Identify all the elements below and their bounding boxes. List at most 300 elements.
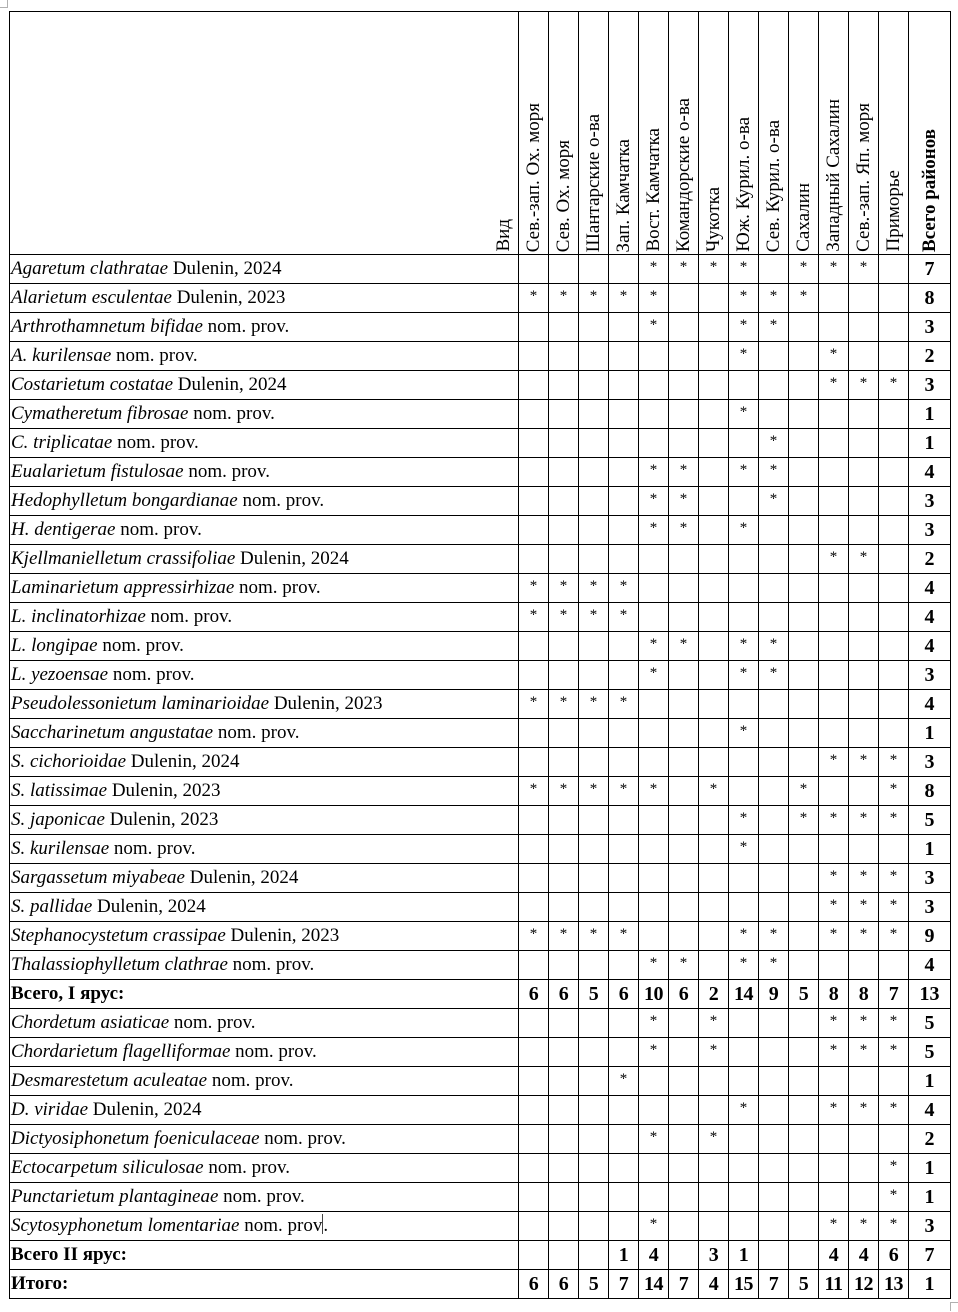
empty-cell [699,400,729,429]
empty-cell [549,313,579,342]
empty-cell [609,400,639,429]
presence-mark-cell: * [639,1038,669,1067]
empty-cell [699,1067,729,1096]
empty-cell [579,632,609,661]
table-body [10,255,951,1299]
presence-mark-cell: * [759,284,789,313]
total-regions-cell: 1 [909,1183,951,1212]
empty-cell [819,1154,849,1183]
empty-cell [759,603,789,632]
summary-label: Итого: [10,1270,519,1299]
region-count-cell: 5 [789,1270,819,1299]
total-regions-cell: 1 [909,719,951,748]
species-latin-name: C. triplicatae [11,432,113,453]
header-region [699,12,729,255]
empty-cell [669,1125,699,1154]
empty-cell [609,1183,639,1212]
empty-cell [699,342,729,371]
header-region-label: Сахалин [792,183,814,252]
species-author: nom. prov. [120,519,202,540]
empty-cell [609,951,639,980]
total-regions-cell: 13 [909,980,951,1009]
total-regions-cell: 3 [909,893,951,922]
empty-cell [519,429,549,458]
empty-cell [789,313,819,342]
region-count-cell: 14 [729,980,759,1009]
presence-mark-cell: * [609,690,639,719]
species-name-cell [10,545,519,574]
empty-cell [549,429,579,458]
empty-cell [579,835,609,864]
empty-cell [879,400,909,429]
empty-cell [579,661,609,690]
empty-cell [669,1154,699,1183]
empty-cell [879,574,909,603]
empty-cell [639,371,669,400]
species-name-cell [10,690,519,719]
empty-cell [729,429,759,458]
region-count-cell: 3 [699,1241,729,1270]
presence-mark-cell: * [579,777,609,806]
empty-cell [549,806,579,835]
empty-cell [699,1212,729,1241]
presence-mark-cell: * [579,922,609,951]
species-author: nom. prov. [244,1215,329,1236]
presence-mark-cell: * [699,1125,729,1154]
empty-cell [759,255,789,284]
region-count-cell: 12 [849,1270,879,1299]
empty-cell [759,342,789,371]
empty-cell [699,806,729,835]
species-author: Dulenin, 2023 [111,780,221,801]
summary-label: Всего, I ярус: [10,980,519,1009]
empty-cell [819,690,849,719]
empty-cell [699,922,729,951]
empty-cell [579,516,609,545]
empty-cell [639,864,669,893]
total-regions-cell: 2 [909,342,951,371]
presence-mark-cell: * [579,574,609,603]
header-region-label: Сев.-зап. Яп. моря [852,103,874,252]
species-name-cell [10,632,519,661]
empty-cell [789,516,819,545]
empty-cell [879,835,909,864]
header-region-label: Вост. Камчатка [642,128,664,252]
species-latin-name: Sargassetum miyabeae [11,867,185,888]
empty-cell [549,748,579,777]
table-row [10,748,951,777]
empty-cell [579,1009,609,1038]
species-author: Dulenin, 2023 [109,809,219,830]
empty-cell [609,1038,639,1067]
presence-mark-cell: * [669,487,699,516]
empty-cell [729,690,759,719]
empty-cell [609,1125,639,1154]
region-count-cell: 15 [729,1270,759,1299]
empty-cell [669,603,699,632]
header-region-label: Сев.-зап. Ох. моря [522,102,544,252]
species-distribution-table [9,11,951,1299]
empty-cell [519,342,549,371]
empty-cell [879,429,909,458]
presence-mark-cell: * [789,806,819,835]
empty-cell [849,1067,879,1096]
empty-cell [789,719,819,748]
empty-cell [849,516,879,545]
species-author: nom. prov. [239,577,321,598]
presence-mark-cell: * [849,893,879,922]
table-row [10,342,951,371]
species-name-cell [10,313,519,342]
empty-cell [549,632,579,661]
empty-cell [519,1009,549,1038]
empty-cell [819,516,849,545]
empty-cell [519,661,549,690]
species-name-cell [10,342,519,371]
empty-cell [729,864,759,893]
species-name-cell [10,835,519,864]
species-author: nom. prov. [235,1041,317,1062]
presence-mark-cell: * [639,1125,669,1154]
empty-cell [759,545,789,574]
empty-cell [519,1125,549,1154]
header-region [849,12,879,255]
region-count-cell [789,1241,819,1270]
empty-cell [759,574,789,603]
species-name-cell [10,1009,519,1038]
empty-cell [789,1183,819,1212]
table-row [10,487,951,516]
table-row [10,1038,951,1067]
presence-mark-cell: * [819,255,849,284]
species-author: nom. prov. [150,606,233,627]
species-latin-name: L. inclinatorhizae [11,606,146,627]
empty-cell [519,371,549,400]
empty-cell [579,342,609,371]
empty-cell [549,835,579,864]
total-regions-cell: 4 [909,632,951,661]
empty-cell [579,806,609,835]
table-row [10,458,951,487]
region-count-cell: 7 [759,1270,789,1299]
empty-cell [699,545,729,574]
region-count-cell: 10 [639,980,669,1009]
total-regions-cell: 4 [909,951,951,980]
header-region [579,12,609,255]
empty-cell [699,371,729,400]
empty-cell [669,661,699,690]
empty-cell [609,864,639,893]
empty-cell [609,1154,639,1183]
table-header-row [10,12,951,255]
empty-cell [849,661,879,690]
empty-cell [699,864,729,893]
presence-mark-cell: * [519,603,549,632]
presence-mark-cell: * [819,748,849,777]
empty-cell [579,893,609,922]
species-name-cell [10,777,519,806]
empty-cell [849,458,879,487]
presence-mark-cell: * [729,1096,759,1125]
empty-cell [609,545,639,574]
empty-cell [789,632,819,661]
total-regions-cell: 5 [909,1038,951,1067]
species-name-cell [10,487,519,516]
presence-mark-cell: * [609,603,639,632]
species-author: Dulenin, 2024 [172,258,282,279]
region-count-cell: 6 [609,980,639,1009]
empty-cell [879,1125,909,1154]
species-author: Dulenin, 2024 [177,374,287,395]
empty-cell [729,777,759,806]
presence-mark-cell: * [879,1212,909,1241]
species-author: nom. prov. [264,1128,346,1149]
header-region-label: Чукотка [702,186,724,252]
total-regions-cell: 4 [909,458,951,487]
presence-mark-cell: * [729,255,759,284]
table-row [10,574,951,603]
presence-mark-cell: * [639,951,669,980]
species-author: Dulenin, 2024 [92,1099,202,1120]
empty-cell [789,951,819,980]
table-row [10,516,951,545]
empty-cell [789,342,819,371]
species-name-cell [10,603,519,632]
presence-mark-cell: * [609,574,639,603]
region-count-cell: 2 [699,980,729,1009]
presence-mark-cell: * [699,1009,729,1038]
empty-cell [519,400,549,429]
empty-cell [519,1183,549,1212]
species-latin-name: Ectocarpetum siliculosae [11,1157,204,1178]
table-row [10,690,951,719]
empty-cell [849,1125,879,1154]
species-name-cell [10,574,519,603]
total-regions-cell: 3 [909,1212,951,1241]
species-author: nom. prov. [102,635,184,656]
region-count-cell: 9 [759,980,789,1009]
empty-cell [519,516,549,545]
region-count-cell: 7 [879,980,909,1009]
region-count-cell: 6 [519,1270,549,1299]
summary-label: Всего II ярус: [10,1241,519,1270]
empty-cell [549,661,579,690]
header-region [879,12,909,255]
presence-mark-cell: * [879,1038,909,1067]
empty-cell [819,574,849,603]
presence-mark-cell: * [579,284,609,313]
presence-mark-cell: * [729,458,759,487]
species-author: nom. prov. [116,345,198,366]
presence-mark-cell: * [729,719,759,748]
summary-row [10,1241,951,1270]
species-name-cell [10,371,519,400]
table-row [10,313,951,342]
empty-cell [789,371,819,400]
species-author: Dulenin, 2024 [130,751,240,772]
table-row [10,400,951,429]
empty-cell [549,893,579,922]
region-count-cell: 4 [849,1241,879,1270]
empty-cell [639,748,669,777]
species-name-cell [10,951,519,980]
presence-mark-cell: * [879,1009,909,1038]
empty-cell [609,429,639,458]
empty-cell [549,342,579,371]
empty-cell [669,1096,699,1125]
presence-mark-cell: * [849,255,879,284]
species-latin-name: Dictyosiphonetum foeniculaceae [11,1128,260,1149]
header-region-label: Зап. Камчатка [612,138,634,252]
empty-cell [579,255,609,284]
species-latin-name: D. viridae [11,1099,89,1120]
empty-cell [819,835,849,864]
region-count-cell: 5 [789,980,819,1009]
region-count-cell: 1 [609,1241,639,1270]
presence-mark-cell: * [549,777,579,806]
empty-cell [579,1183,609,1212]
empty-cell [759,1125,789,1154]
empty-cell [879,603,909,632]
empty-cell [879,690,909,719]
empty-cell [519,951,549,980]
species-latin-name: Thalassiophylletum clathrae [11,954,228,975]
empty-cell [669,284,699,313]
empty-cell [819,951,849,980]
presence-mark-cell: * [549,603,579,632]
presence-mark-cell: * [609,284,639,313]
empty-cell [519,864,549,893]
empty-cell [669,574,699,603]
presence-mark-cell: * [549,284,579,313]
presence-mark-cell: * [519,284,549,313]
species-latin-name: L. longipae [11,635,98,656]
empty-cell [759,1154,789,1183]
table-row [10,951,951,980]
empty-cell [879,661,909,690]
empty-cell [549,516,579,545]
presence-mark-cell: * [819,1212,849,1241]
empty-cell [819,400,849,429]
presence-mark-cell: * [849,1096,879,1125]
empty-cell [729,1067,759,1096]
empty-cell [669,313,699,342]
empty-cell [699,835,729,864]
region-count-cell: 6 [879,1241,909,1270]
table-row [10,284,951,313]
empty-cell [579,748,609,777]
empty-cell [819,661,849,690]
presence-mark-cell: * [879,806,909,835]
total-regions-cell: 4 [909,1096,951,1125]
empty-cell [699,574,729,603]
presence-mark-cell: * [849,864,879,893]
empty-cell [789,922,819,951]
species-author: nom. prov. [188,461,270,482]
region-count-cell [579,1241,609,1270]
species-name-cell [10,1154,519,1183]
species-latin-name: Laminarietum appressirhizae [11,577,235,598]
presence-mark-cell: * [879,922,909,951]
empty-cell [609,893,639,922]
empty-cell [759,1212,789,1241]
species-name-cell [10,1212,519,1241]
table-row [10,835,951,864]
empty-cell [519,719,549,748]
species-latin-name: S. kurilensae [11,838,110,859]
empty-cell [849,632,879,661]
presence-mark-cell: * [639,487,669,516]
empty-cell [879,632,909,661]
presence-mark-cell: * [849,1009,879,1038]
empty-cell [669,690,699,719]
empty-cell [789,1212,819,1241]
presence-mark-cell: * [519,690,549,719]
total-regions-cell: 5 [909,806,951,835]
presence-mark-cell: * [519,574,549,603]
presence-mark-cell: * [669,632,699,661]
empty-cell [819,313,849,342]
species-latin-name: Scytosyphonetum lomentariae [11,1215,240,1236]
species-author: nom. prov. [173,1012,256,1033]
empty-cell [759,400,789,429]
species-latin-name: S. latissimae [11,780,108,801]
empty-cell [849,342,879,371]
header-species-label: Вид [493,219,514,252]
species-latin-name: Alarietum esculentae [11,287,172,308]
empty-cell [849,951,879,980]
empty-cell [819,487,849,516]
empty-cell [819,458,849,487]
species-latin-name: H. dentigerae [11,519,116,540]
region-count-cell: 6 [669,980,699,1009]
empty-cell [669,748,699,777]
empty-cell [549,1096,579,1125]
species-name-cell [10,458,519,487]
presence-mark-cell: * [819,371,849,400]
empty-cell [759,806,789,835]
total-regions-cell: 4 [909,603,951,632]
header-region-label: Сев. Ох. моря [552,139,574,252]
empty-cell [519,255,549,284]
presence-mark-cell: * [879,893,909,922]
empty-cell [519,1038,549,1067]
presence-mark-cell: * [639,516,669,545]
empty-cell [849,1154,879,1183]
empty-cell [819,603,849,632]
empty-cell [729,748,759,777]
presence-mark-cell: * [519,777,549,806]
header-total [909,12,951,255]
empty-cell [849,777,879,806]
empty-cell [819,777,849,806]
presence-mark-cell: * [819,1038,849,1067]
empty-cell [849,603,879,632]
total-regions-cell: 4 [909,690,951,719]
species-latin-name: Costarietum costatae [11,374,174,395]
empty-cell [549,1125,579,1154]
species-name-cell [10,1038,519,1067]
presence-mark-cell: * [849,1038,879,1067]
total-regions-cell: 3 [909,864,951,893]
total-regions-cell: 9 [909,922,951,951]
header-region [789,12,819,255]
empty-cell [729,1009,759,1038]
empty-cell [639,806,669,835]
total-regions-cell: 1 [909,1067,951,1096]
table-row [10,661,951,690]
species-name-cell [10,922,519,951]
